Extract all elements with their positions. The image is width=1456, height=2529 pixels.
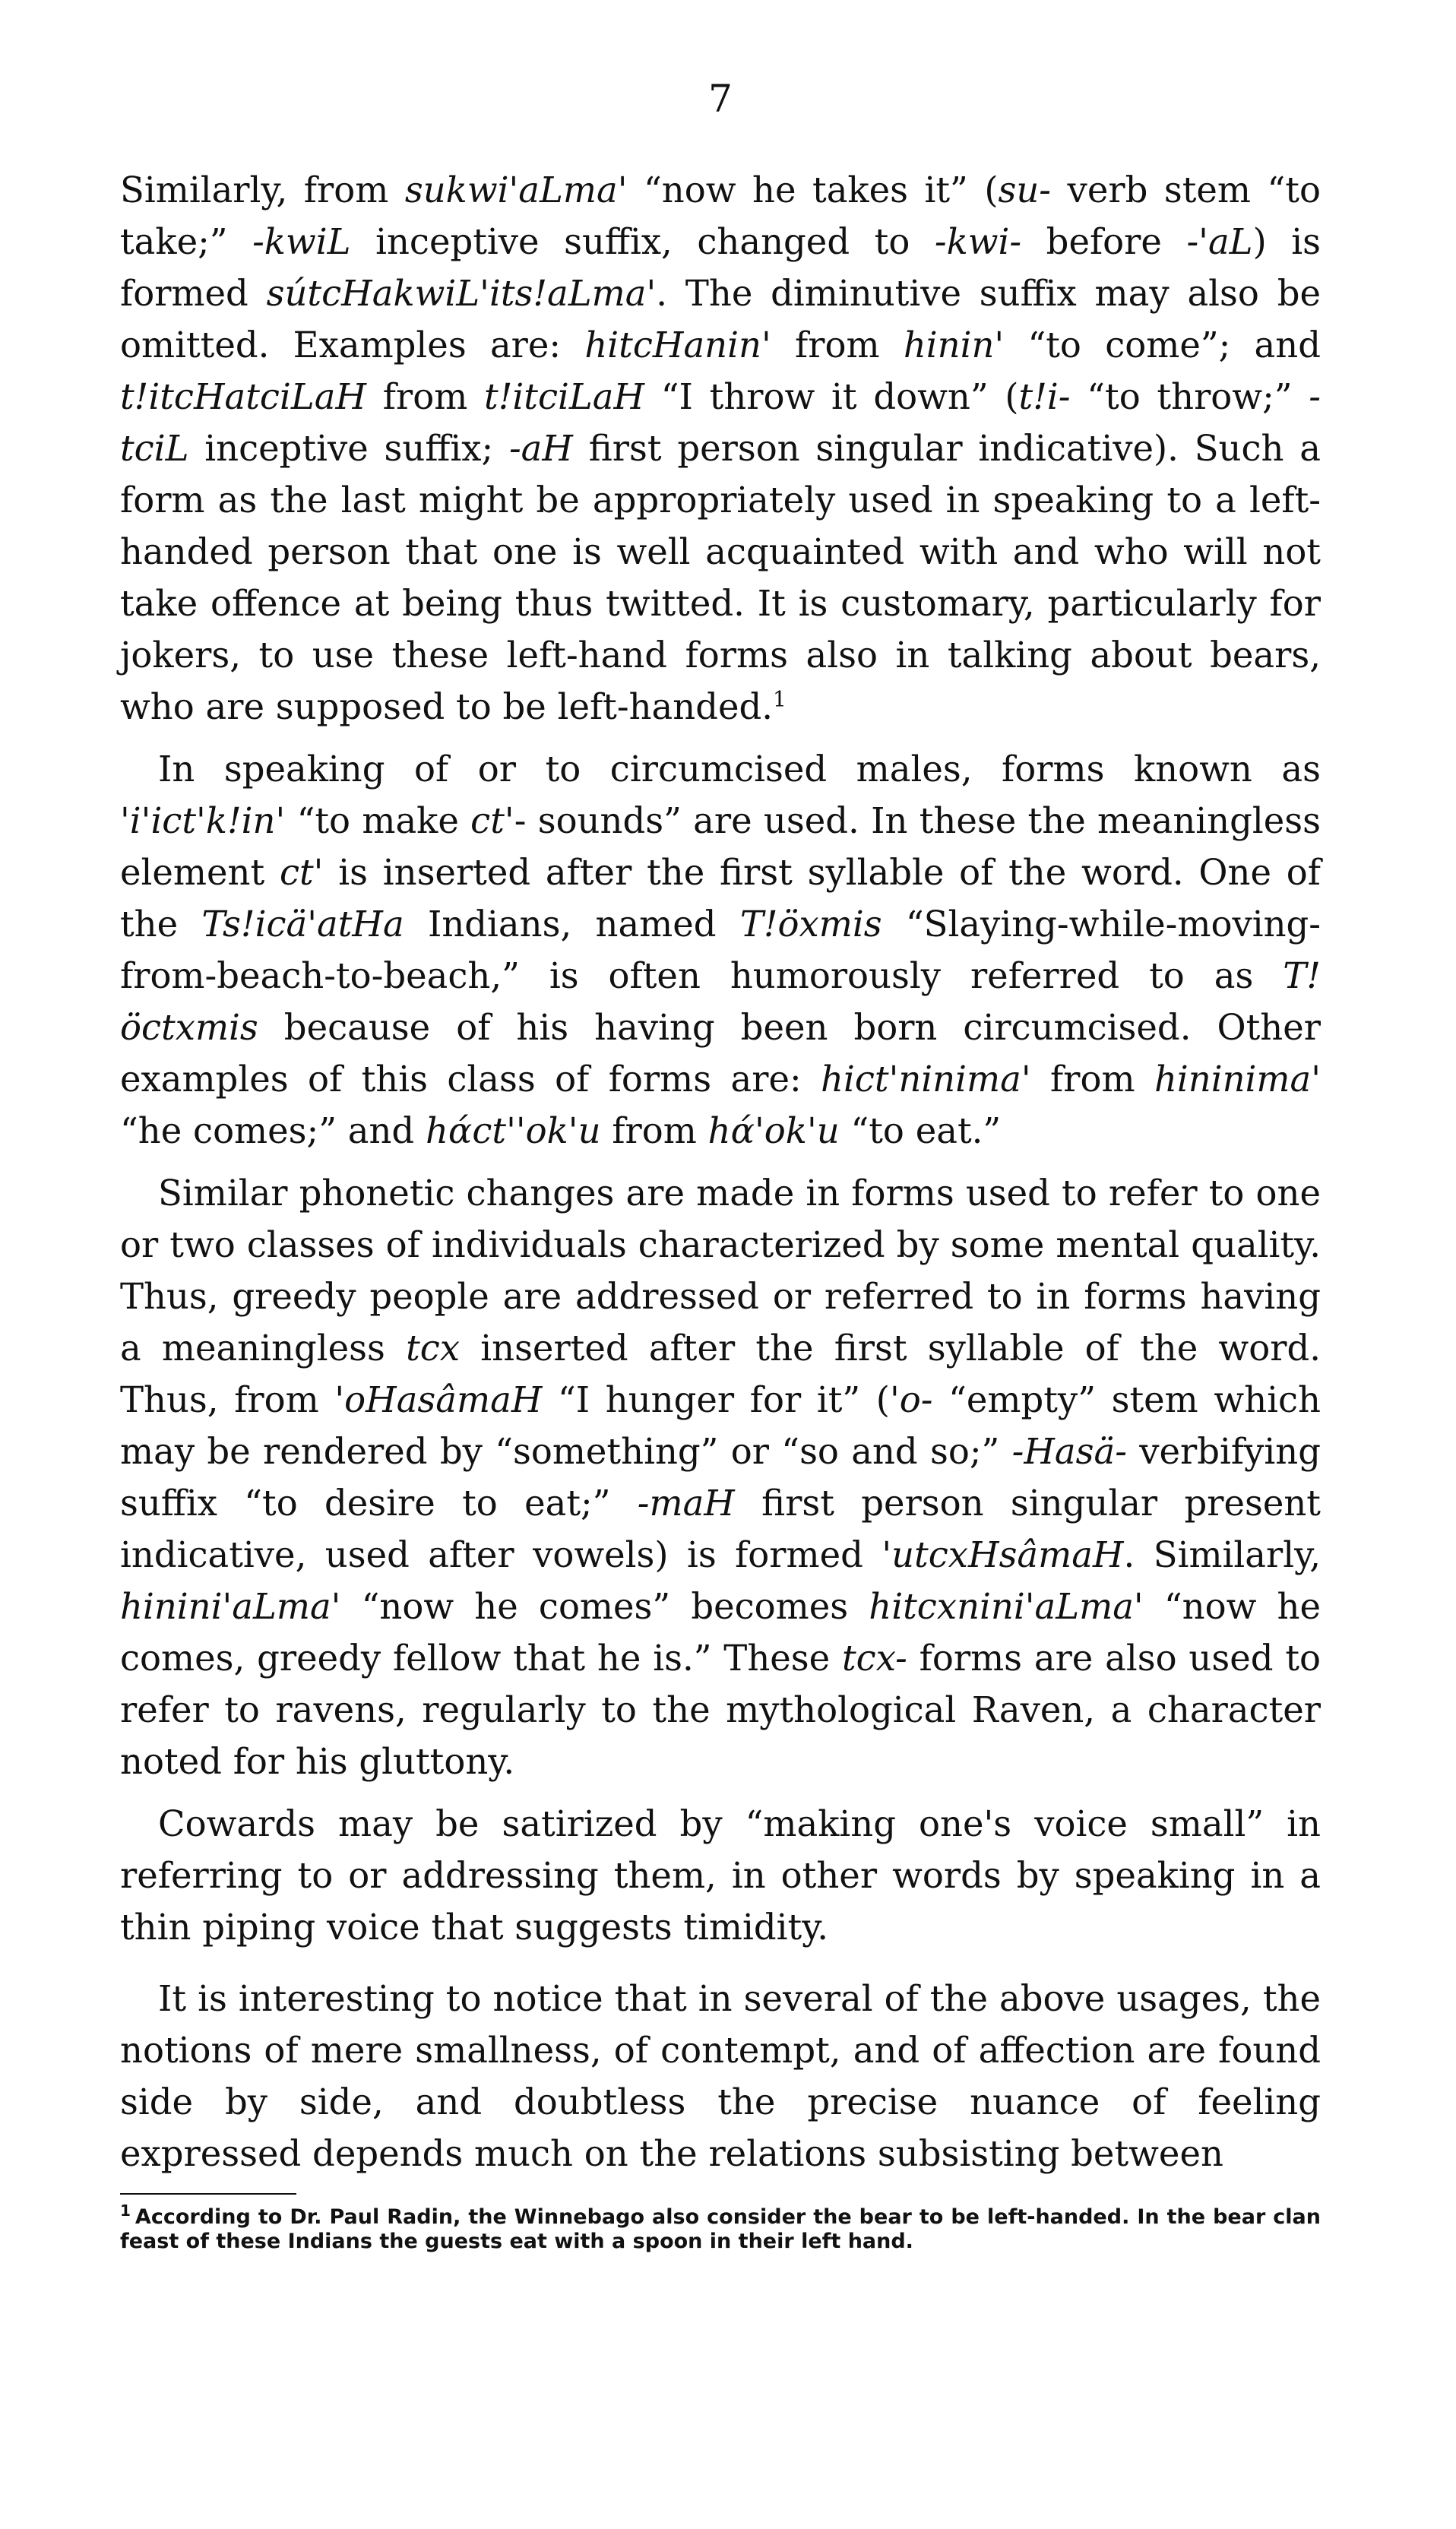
text-run: ) is formed xyxy=(120,221,1321,314)
footnote xyxy=(120,2201,1321,2254)
native-term: hάct''ok'u xyxy=(425,1110,601,1151)
text-run: “Slaying-while-moving-from-beach-to-beach,” is often humorously referred to as xyxy=(120,904,1321,996)
native-term: hict'ninima' xyxy=(821,1059,1031,1100)
native-term: 'utcxHsâmaH xyxy=(882,1534,1124,1575)
text-run: . Similarly, xyxy=(1123,1534,1321,1575)
text-run: “to make xyxy=(285,800,471,841)
page-number: 7 xyxy=(708,77,733,121)
text-run: “he comes;” and xyxy=(120,1110,426,1151)
text-run: “to eat.” xyxy=(839,1110,1002,1151)
native-term: Ts!icä'atHa xyxy=(201,904,404,945)
text-run: Cowards may be satirized by “making one's voice small” in referring to or addressing them, in other words by speaking in a thin piping voice that suggests timidity. xyxy=(120,1803,1321,1948)
text-run: verb stem “to take;” xyxy=(120,169,1321,262)
text-run: “I throw it down” ( xyxy=(644,376,1019,417)
native-term: -'aL xyxy=(1186,221,1253,262)
native-term: T!öctxmis xyxy=(120,955,1321,1048)
native-term: -maH xyxy=(637,1483,735,1524)
native-term: -Hasä- xyxy=(1011,1431,1127,1472)
native-term: sukwi'aLma' xyxy=(404,169,628,210)
text-run: - sounds” are used. In these the meaningless element xyxy=(120,800,1321,893)
text-run: It is interesting to notice that in several of the above usages, the notions of mere smallness, of contempt, and of affection are found side by side, and doubtless the precise nuance of feeling expressed depends much on the relations subsisting between xyxy=(120,1978,1321,2174)
text-run: is inserted after the first syllable of the word. One of the xyxy=(120,852,1321,945)
text-run: “empty” stem which may be rendered by “something” or “so and so;” xyxy=(120,1379,1321,1472)
native-term: su- xyxy=(998,169,1052,210)
text-run: . The diminutive suffix may also be omitted. Examples are: xyxy=(120,273,1321,366)
paragraph-greedy-forms xyxy=(120,1167,1321,1787)
native-term: t!i- xyxy=(1018,376,1071,417)
text-run: from xyxy=(771,324,904,366)
native-term: sútcHakwiL'its!aLma' xyxy=(266,273,657,314)
footnote-divider xyxy=(120,2193,296,2195)
text-run: because of his having been born circumcised. Other examples of this class of forms are: xyxy=(120,1007,1321,1100)
text-run: first person singular present indicative, used after vowels) is formed xyxy=(120,1483,1321,1575)
text-run: first person singular indicative). Such a form as the last might be appropriately used in speaking to a left-handed person that one is well acquainted with and who will not take offence at being thus twitted. It is customary, particularly for jokers, to use these left-hand forms also in talking about bears, who are supposed to be left-handed. xyxy=(120,428,1321,727)
native-term: -tciL xyxy=(120,376,1321,469)
text-run: Indians, named xyxy=(404,904,740,945)
paragraph-circumcised-forms xyxy=(120,743,1321,1157)
text-run: Similarly, from xyxy=(120,169,405,210)
text-run: “I hunger for it” ( xyxy=(542,1379,890,1420)
native-term: t!itciLaH xyxy=(484,376,645,417)
native-term: T!öxmis xyxy=(739,904,882,945)
native-term: t!itcHatciLaH xyxy=(120,376,367,417)
footnote-number: 1 xyxy=(120,2201,131,2220)
native-term: -kwi- xyxy=(934,221,1022,262)
footnote-text: According to Dr. Paul Radin, the Winnebago also consider the bear to be left-handed. In the bear clan feast of these Indians the guests eat with a spoon in their left hand. xyxy=(120,2205,1321,2253)
native-term: 'oHasâmaH xyxy=(334,1379,543,1420)
native-term: hitcHanin' xyxy=(584,324,771,366)
native-term: ct' xyxy=(470,800,514,841)
text-run: inceptive suffix; xyxy=(188,428,509,469)
text-run: verbifying suffix “to desire to eat;” xyxy=(120,1431,1321,1524)
native-term: tcx xyxy=(406,1328,461,1369)
text-run: “to throw;” xyxy=(1070,376,1309,417)
native-term: tcx- xyxy=(841,1638,907,1679)
text-run: from xyxy=(1030,1059,1154,1100)
text-run: In speaking of or to circumcised males, forms known as xyxy=(158,749,1321,790)
footnote-reference[interactable]: 1 xyxy=(773,686,787,712)
native-term: hitcxnini'aLma' xyxy=(869,1586,1144,1627)
paragraph-cowards xyxy=(120,1798,1321,1953)
native-term: hά'ok'u xyxy=(707,1110,840,1151)
text-run: from xyxy=(366,376,485,417)
native-term: hinini'aLma' xyxy=(120,1586,341,1627)
text-run: “now he comes, greedy fellow that he is.” These xyxy=(120,1586,1321,1679)
text-run: from xyxy=(600,1110,708,1151)
text-run: Similar phonetic changes are made in forms used to refer to one or two classes of individuals characterized by some mental quality. Thus, greedy people are addressed or referred to in forms having a meaningless xyxy=(120,1173,1321,1369)
text-run: “now he takes it” ( xyxy=(627,169,999,210)
page xyxy=(120,76,1321,2254)
paragraph-usages-summary xyxy=(120,1973,1321,2179)
native-term: -kwiL xyxy=(252,221,351,262)
text-run: inceptive suffix, changed to xyxy=(350,221,935,262)
native-term: hininima' xyxy=(1154,1059,1321,1100)
native-term: -aH xyxy=(508,428,573,469)
paragraph-left-hand-forms xyxy=(120,164,1321,733)
native-term: 'o- xyxy=(889,1379,933,1420)
native-term: ct' xyxy=(279,852,324,893)
text-run: “to come”; and xyxy=(1004,324,1321,366)
text-run: forms are also used to refer to ravens, regularly to the mythological Raven, a character noted for his gluttony. xyxy=(120,1638,1321,1782)
text-run: inserted after the first syllable of the word. Thus, from xyxy=(120,1328,1321,1420)
text-run: “now he comes” becomes xyxy=(340,1586,869,1627)
native-term: hinin' xyxy=(903,324,1005,366)
native-term: 'i'ict'k!in' xyxy=(120,800,286,841)
text-run: before xyxy=(1021,221,1187,262)
